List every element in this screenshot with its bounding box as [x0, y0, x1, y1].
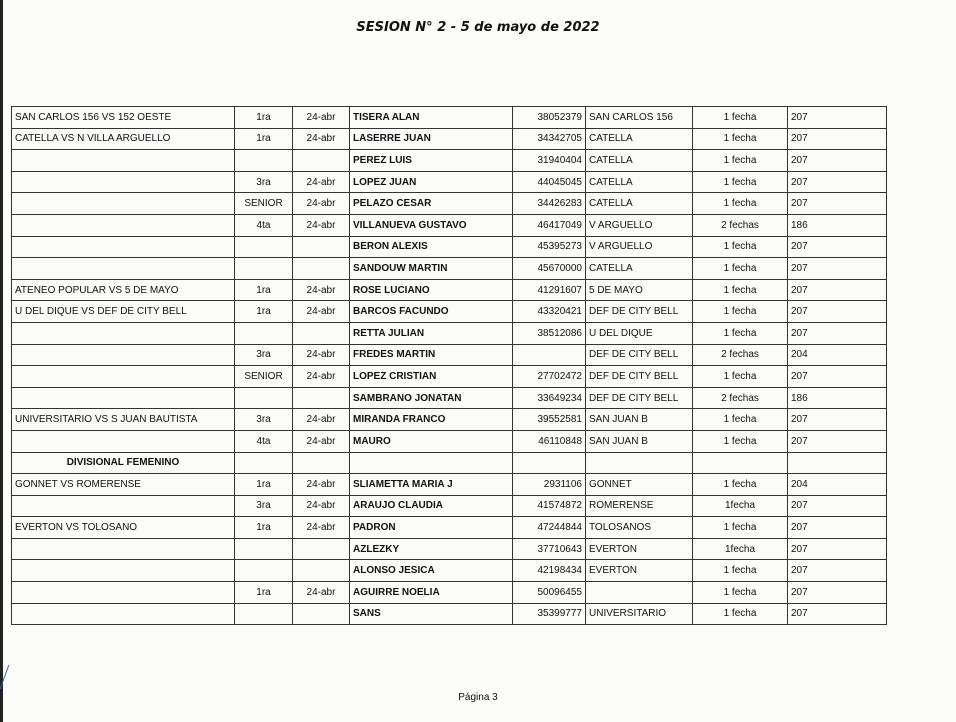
division-cell: 1ra — [235, 279, 293, 301]
sanction-cell: 1 fecha — [693, 430, 788, 452]
table-row — [12, 560, 887, 582]
table-row — [12, 387, 887, 409]
date-cell — [293, 603, 350, 625]
document-number-cell: 35399777 — [513, 603, 586, 625]
table-row — [12, 517, 887, 539]
division-cell: 1ra — [235, 582, 293, 604]
article-cell: 207 — [788, 258, 887, 280]
document-number-cell: 45395273 — [513, 236, 586, 258]
sanctions-table-body — [12, 107, 887, 625]
player-name-cell: ROSE LUCIANO — [350, 279, 513, 301]
date-cell: 24-abr — [293, 474, 350, 496]
club-cell: DEF DE CITY BELL — [586, 366, 693, 388]
document-number-cell: 34426283 — [513, 193, 586, 215]
club-cell: CATELLA — [586, 258, 693, 280]
player-name-cell: VILLANUEVA GUSTAVO — [350, 214, 513, 236]
division-cell: 3ra — [235, 171, 293, 193]
table-row — [12, 344, 887, 366]
match-cell — [12, 387, 235, 409]
division-cell: 4ta — [235, 430, 293, 452]
match-cell — [12, 430, 235, 452]
document-number-cell: 41291607 — [513, 279, 586, 301]
date-cell — [293, 258, 350, 280]
match-cell: UNIVERSITARIO VS S JUAN BAUTISTA — [12, 409, 235, 431]
document-number-cell: 38052379 — [513, 107, 586, 129]
match-cell: GONNET VS ROMERENSE — [12, 474, 235, 496]
document-number-cell: 45670000 — [513, 258, 586, 280]
article-cell: 207 — [788, 560, 887, 582]
table-row — [12, 128, 887, 150]
sanction-cell: 1 fecha — [693, 236, 788, 258]
table-row — [12, 582, 887, 604]
table-row — [12, 301, 887, 323]
club-cell: DEF DE CITY BELL — [586, 387, 693, 409]
date-cell — [293, 387, 350, 409]
player-name-cell: LASERRE JUAN — [350, 128, 513, 150]
division-cell: SENIOR — [235, 366, 293, 388]
article-cell: 204 — [788, 344, 887, 366]
club-cell: CATELLA — [586, 128, 693, 150]
match-cell — [12, 366, 235, 388]
match-cell — [12, 538, 235, 560]
date-cell — [293, 236, 350, 258]
article-cell — [788, 452, 887, 474]
player-name-cell: ALONSO JESICA — [350, 560, 513, 582]
table-row — [12, 107, 887, 129]
player-name-cell: LOPEZ CRISTIAN — [350, 366, 513, 388]
division-cell — [235, 150, 293, 172]
document-number-cell: 38512086 — [513, 322, 586, 344]
document-number-cell: 46110848 — [513, 430, 586, 452]
date-cell: 24-abr — [293, 214, 350, 236]
date-cell — [293, 560, 350, 582]
player-name-cell: PADRON — [350, 517, 513, 539]
division-cell — [235, 258, 293, 280]
date-cell: 24-abr — [293, 171, 350, 193]
article-cell: 207 — [788, 582, 887, 604]
division-cell: SENIOR — [235, 193, 293, 215]
player-name-cell: BARCOS FACUNDO — [350, 301, 513, 323]
division-cell: 1ra — [235, 301, 293, 323]
date-cell — [293, 150, 350, 172]
document-number-cell: 41574872 — [513, 495, 586, 517]
match-cell — [12, 582, 235, 604]
document-number-cell: 47244844 — [513, 517, 586, 539]
player-name-cell: PEREZ LUIS — [350, 150, 513, 172]
date-cell — [293, 322, 350, 344]
club-cell: V ARGUELLO — [586, 236, 693, 258]
division-cell — [235, 322, 293, 344]
article-cell: 207 — [788, 193, 887, 215]
match-cell: CATELLA VS N VILLA ARGUELLO — [12, 128, 235, 150]
article-cell: 207 — [788, 171, 887, 193]
club-cell: ROMERENSE — [586, 495, 693, 517]
sanctions-table — [11, 106, 887, 625]
player-name-cell — [350, 452, 513, 474]
date-cell: 24-abr — [293, 279, 350, 301]
table-row — [12, 603, 887, 625]
date-cell: 24-abr — [293, 517, 350, 539]
sanction-cell: 1 fecha — [693, 128, 788, 150]
player-name-cell: SANS — [350, 603, 513, 625]
club-cell — [586, 582, 693, 604]
article-cell: 207 — [788, 409, 887, 431]
match-cell — [12, 258, 235, 280]
match-cell — [12, 214, 235, 236]
article-cell: 207 — [788, 128, 887, 150]
match-cell — [12, 322, 235, 344]
club-cell: V ARGUELLO — [586, 214, 693, 236]
article-cell: 207 — [788, 603, 887, 625]
article-cell: 207 — [788, 517, 887, 539]
article-cell: 207 — [788, 279, 887, 301]
division-cell: 1ra — [235, 474, 293, 496]
sanction-cell: 1 fecha — [693, 366, 788, 388]
club-cell: GONNET — [586, 474, 693, 496]
club-cell: SAN CARLOS 156 — [586, 107, 693, 129]
division-cell — [235, 236, 293, 258]
sanction-cell: 1 fecha — [693, 582, 788, 604]
division-cell: 3ra — [235, 344, 293, 366]
table-row — [12, 538, 887, 560]
match-cell — [12, 171, 235, 193]
document-number-cell: 50096455 — [513, 582, 586, 604]
sanction-cell: 1 fecha — [693, 603, 788, 625]
sanction-cell: 1 fecha — [693, 322, 788, 344]
sanction-cell: 1 fecha — [693, 560, 788, 582]
club-cell: 5 DE MAYO — [586, 279, 693, 301]
player-name-cell: MAURO — [350, 430, 513, 452]
article-cell: 207 — [788, 366, 887, 388]
table-row — [12, 322, 887, 344]
match-cell — [12, 236, 235, 258]
document-number-cell: 34342705 — [513, 128, 586, 150]
player-name-cell: ARAUJO CLAUDIA — [350, 495, 513, 517]
document-number-cell: 27702472 — [513, 366, 586, 388]
match-cell — [12, 603, 235, 625]
player-name-cell: AGUIRRE NOELIA — [350, 582, 513, 604]
article-cell: 204 — [788, 474, 887, 496]
club-cell: DEF DE CITY BELL — [586, 344, 693, 366]
sanction-cell: 2 fechas — [693, 387, 788, 409]
page-number: Página 3 — [458, 692, 498, 703]
article-cell: 207 — [788, 495, 887, 517]
sanction-cell: 1 fecha — [693, 258, 788, 280]
sanction-cell: 1 fecha — [693, 517, 788, 539]
division-cell — [235, 387, 293, 409]
date-cell: 24-abr — [293, 193, 350, 215]
article-cell: 207 — [788, 538, 887, 560]
sanction-cell: 1 fecha — [693, 301, 788, 323]
date-cell: 24-abr — [293, 107, 350, 129]
section-heading: DIVISIONAL FEMENINO — [12, 452, 235, 474]
document-number-cell: 42198434 — [513, 560, 586, 582]
club-cell: CATELLA — [586, 171, 693, 193]
document-number-cell: 37710643 — [513, 538, 586, 560]
document-number-cell: 46417049 — [513, 214, 586, 236]
table-row — [12, 452, 887, 474]
club-cell: SAN JUAN B — [586, 409, 693, 431]
date-cell: 24-abr — [293, 409, 350, 431]
table-row — [12, 409, 887, 431]
table-row — [12, 258, 887, 280]
document-number-cell: 43320421 — [513, 301, 586, 323]
document-number-cell: 2931106 — [513, 474, 586, 496]
page-title: SESION N° 2 - 5 de mayo de 2022 — [356, 20, 600, 35]
club-cell: TOLOSANOS — [586, 517, 693, 539]
match-cell — [12, 193, 235, 215]
club-cell: U DEL DIQUE — [586, 322, 693, 344]
sanction-cell: 1 fecha — [693, 409, 788, 431]
club-cell: EVERTON — [586, 538, 693, 560]
table-row — [12, 150, 887, 172]
player-name-cell: MIRANDA FRANCO — [350, 409, 513, 431]
date-cell — [293, 452, 350, 474]
document-number-cell: 33649234 — [513, 387, 586, 409]
division-cell: 3ra — [235, 409, 293, 431]
article-cell: 207 — [788, 150, 887, 172]
division-cell: 1ra — [235, 107, 293, 129]
player-name-cell: SANDOUW MARTIN — [350, 258, 513, 280]
division-cell: 1ra — [235, 128, 293, 150]
article-cell: 207 — [788, 107, 887, 129]
club-cell: CATELLA — [586, 193, 693, 215]
match-cell: U DEL DIQUE VS DEF DE CITY BELL — [12, 301, 235, 323]
date-cell: 24-abr — [293, 495, 350, 517]
sanction-cell: 2 fechas — [693, 344, 788, 366]
player-name-cell: TISERA ALAN — [350, 107, 513, 129]
player-name-cell: RETTA JULIAN — [350, 322, 513, 344]
player-name-cell: BERON ALEXIS — [350, 236, 513, 258]
sanction-cell: 1fecha — [693, 538, 788, 560]
sanction-cell: 1fecha — [693, 495, 788, 517]
division-cell: 4ta — [235, 214, 293, 236]
article-cell: 207 — [788, 322, 887, 344]
club-cell: DEF DE CITY BELL — [586, 301, 693, 323]
article-cell: 186 — [788, 214, 887, 236]
sanction-cell: 2 fechas — [693, 214, 788, 236]
player-name-cell: FREDES MARTIN — [350, 344, 513, 366]
date-cell: 24-abr — [293, 128, 350, 150]
table-row — [12, 430, 887, 452]
player-name-cell: LOPEZ JUAN — [350, 171, 513, 193]
club-cell — [586, 452, 693, 474]
match-cell: ATENEO POPULAR VS 5 DE MAYO — [12, 279, 235, 301]
division-cell — [235, 538, 293, 560]
sanction-cell: 1 fecha — [693, 279, 788, 301]
document-number-cell: 31940404 — [513, 150, 586, 172]
player-name-cell: AZLEZKY — [350, 538, 513, 560]
sanction-cell: 1 fecha — [693, 474, 788, 496]
date-cell: 24-abr — [293, 344, 350, 366]
table-row — [12, 236, 887, 258]
match-cell — [12, 344, 235, 366]
match-cell: EVERTON VS TOLOSANO — [12, 517, 235, 539]
document-number-cell — [513, 344, 586, 366]
date-cell — [293, 538, 350, 560]
table-row — [12, 171, 887, 193]
table-row — [12, 193, 887, 215]
date-cell: 24-abr — [293, 301, 350, 323]
player-name-cell: SAMBRANO JONATAN — [350, 387, 513, 409]
table-row — [12, 279, 887, 301]
article-cell: 207 — [788, 430, 887, 452]
table-row — [12, 495, 887, 517]
document-number-cell — [513, 452, 586, 474]
club-cell: UNIVERSITARIO — [586, 603, 693, 625]
page-edge — [0, 0, 3, 722]
division-cell — [235, 603, 293, 625]
date-cell: 24-abr — [293, 366, 350, 388]
division-cell: 3ra — [235, 495, 293, 517]
sanction-cell: 1 fecha — [693, 193, 788, 215]
document-number-cell: 39552581 — [513, 409, 586, 431]
sanction-cell: 1 fecha — [693, 171, 788, 193]
division-cell — [235, 452, 293, 474]
match-cell — [12, 560, 235, 582]
table-row — [12, 366, 887, 388]
player-name-cell: PELAZO CESAR — [350, 193, 513, 215]
document-number-cell: 44045045 — [513, 171, 586, 193]
article-cell: 207 — [788, 301, 887, 323]
player-name-cell: SLIAMETTA MARIA J — [350, 474, 513, 496]
division-cell: 1ra — [235, 517, 293, 539]
table-row — [12, 214, 887, 236]
match-cell — [12, 150, 235, 172]
table-row — [12, 474, 887, 496]
division-cell — [235, 560, 293, 582]
club-cell: CATELLA — [586, 150, 693, 172]
date-cell: 24-abr — [293, 430, 350, 452]
match-cell — [12, 495, 235, 517]
club-cell: EVERTON — [586, 560, 693, 582]
date-cell: 24-abr — [293, 582, 350, 604]
sanction-cell: 1 fecha — [693, 107, 788, 129]
article-cell: 207 — [788, 236, 887, 258]
club-cell: SAN JUAN B — [586, 430, 693, 452]
article-cell: 186 — [788, 387, 887, 409]
sanction-cell — [693, 452, 788, 474]
sanction-cell: 1 fecha — [693, 150, 788, 172]
match-cell: SAN CARLOS 156 VS 152 OESTE — [12, 107, 235, 129]
